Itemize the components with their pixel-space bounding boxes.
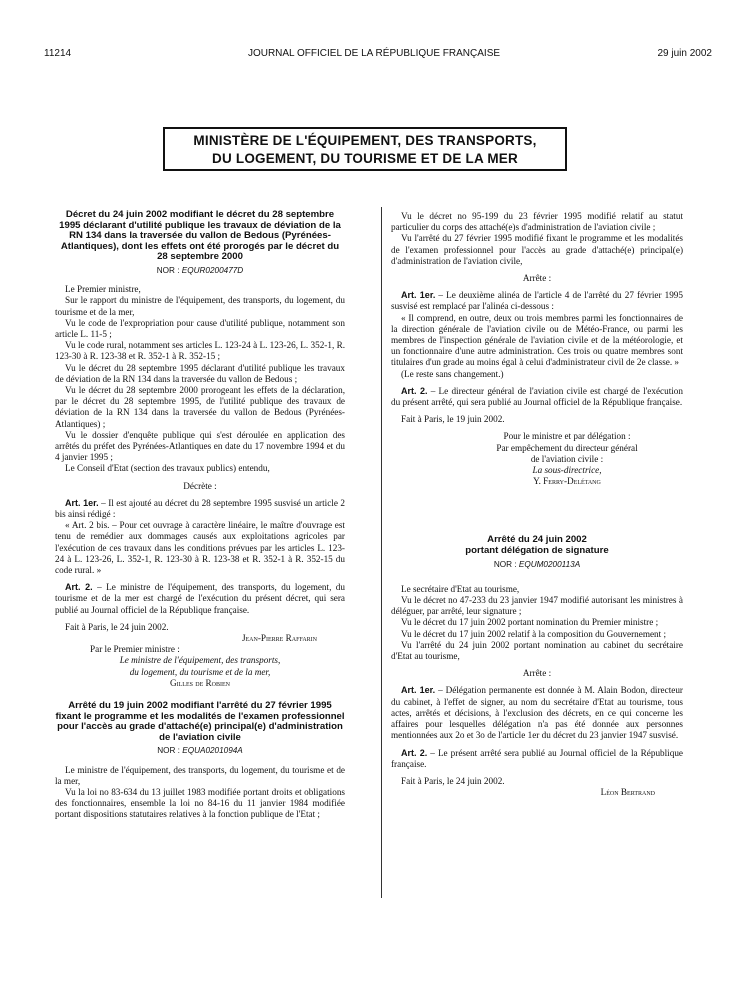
arrete2-art1-label: Art. 1er. — [401, 685, 436, 696]
issue-date: 29 juin 2002 — [657, 48, 712, 59]
journal-title: JOURNAL OFFICIEL DE LA RÉPUBLIQUE FRANÇAISE — [247, 48, 501, 59]
left-column — [55, 209, 345, 820]
arrete1-art2-label: Art. 2. — [401, 385, 428, 396]
arrete2-p3: Vu le décret du 17 juin 2002 portant nomination du Premier ministre ; — [401, 617, 659, 628]
arrete2-art2-text: – Le présent arrêté sera publié au Journal officiel de la République française. — [391, 747, 683, 769]
decree1-nor-code: EQUR0200477D — [181, 265, 244, 275]
arrete1-art1-text: – Le deuxième alinéa de l'article 4 de l'arrêté du 27 février 1995 susvisé est remplacé par l'alinéa ci-dessous : — [391, 290, 683, 312]
arrete2-arrete: Arrête : — [522, 668, 552, 679]
decree1-decrete: Décrète : — [183, 480, 217, 491]
arrete2-nor — [391, 559, 683, 570]
arrete1-sig5: Y. Ferry-Delétang — [533, 476, 601, 487]
arrete1-nor-code: EQUA0201094A — [182, 746, 243, 756]
decree1-art2-text: – Le ministre de l'équipement, des transports, du logement, du tourisme et de la mer est chargé de l'exécution du présent décret, qui sera publié au Journal officiel de la République française. — [55, 582, 345, 615]
decree1-art1-label: Art. 1er. — [65, 497, 99, 508]
arrete2-p2: Vu le décret no 47-233 du 23 janvier 1947 modifié autorisant les ministres à déléguer, par arrêté, leur signature ; — [391, 595, 683, 617]
arrete2-title-2: portant délégation de signature — [465, 545, 609, 557]
arrete1-art1 — [391, 290, 683, 312]
decree1-art2 — [55, 582, 345, 616]
decree1-art1-quote: « Art. 2 bis. – Pour cet ouvrage à caractère linéaire, le maître d'ouvrage est tenu de remédier aux dommages causés aux exploitations agricoles par l'exécution de ces travaux dans les conditions prévues par les articles L. 123-24 à L. 123-26, L. 352-1, R. 123-30 à R. 123-38 et R. 352-1 à R. 352-15 du code rural. » — [55, 520, 345, 576]
arrete1-sig2: Par empêchement du directeur général — [496, 442, 638, 453]
arrete1-art1-quote: « Il comprend, en outre, deux ou trois membres parmi les fonctionnaires de la direction générale de l'aviation civile ou de Météo-France, ou parmi les membres de l'inspection générale de l'aviation civile et de la météorologie, et un fonctionnaire d'une autre administration. Ces trois ou quatre membres sont titulaires d'un grade au moins égal à celui d'administrateur civil de 2e classe. » — [391, 312, 683, 368]
arrete1-nor-label: NOR : — [157, 746, 180, 756]
decree1-p5: Vu le décret du 28 septembre 1995 déclarant d'utilité publique les travaux de déviation de la RN 134 dans la traversée du vallon de Bedous ; — [55, 362, 345, 384]
decree1-p7: Vu le dossier d'enquête publique qui s'est déroulée en application des arrêtés du préfet des Pyrénées-Atlantiques en date du 17 novembre 1994 et du 4 janvier 1995 ; — [55, 429, 345, 463]
decree1-p8: Le Conseil d'Etat (section des travaux publics) entendu, — [65, 463, 270, 474]
arrete1-title: Arrêté du 19 juin 2002 modifiant l'arrêté du 27 février 1995 fixant le programme et les modalités de l'examen professionnel pour l'accès au grade d'attaché(e) principal(e) d'administration de l'aviation civile — [55, 700, 345, 743]
decree1-nor-label: NOR : — [156, 265, 180, 275]
arrete2-signatory: Léon Bertrand — [600, 787, 655, 798]
decree1-minister-name: Gilles de Robien — [169, 677, 231, 688]
decree1-art1-text: – Il est ajouté au décret du 28 septembre 1995 susvisé un article 2 bis ainsi rédigé : — [55, 497, 345, 520]
arrete1-art1-label: Art. 1er. — [401, 290, 436, 301]
decree1-p1: Le Premier ministre, — [65, 284, 141, 295]
decree1-p3: Vu le code de l'expropriation pour cause d'utilité publique, notamment son article L. 11-5 ; — [55, 317, 345, 339]
arrete2-p1: Le secrétaire d'Etat au tourisme, — [401, 583, 520, 594]
arrete1-p1: Le ministre de l'équipement, des transports, du logement, du tourisme et de la mer, — [55, 764, 345, 786]
right-column — [391, 211, 683, 798]
arrete2-p5: Vu l'arrêté du 24 juin 2002 portant nomination au cabinet du secrétaire d'Etat au tourisme, — [391, 639, 683, 662]
arrete1-p2: Vu la loi no 83-634 du 13 juillet 1983 modifiée portant droits et obligations des fonctionnaires, ensemble la loi no 84-16 du 11 janvier 1984 modifiée portant dispositions statutaires relatives à la fonction publique de l'Etat ; — [55, 787, 345, 820]
arrete2-title-1: Arrêté du 24 juin 2002 — [487, 534, 587, 546]
decree1-p2: Sur le rapport du ministre de l'équipement, des transports, du logement, du tourisme et de la mer, — [55, 295, 345, 317]
column-divider — [381, 207, 382, 898]
arrete1-p4: Vu l'arrêté du 27 février 1995 modifié fixant le programme et les modalités de l'examen professionnel pour l'accès au grade d'attaché(e) principal(e) d'administration de l'aviation civile, — [391, 233, 683, 266]
decree1-title: Décret du 24 juin 2002 modifiant le décret du 28 septembre 1995 déclarant d'utilité publique les travaux de déviation de la RN 134 dans la traversée du vallon de Bedous (Pyrénées-Atlantiques), dont les effets ont été prorogés par le décret du 28 septembre 2000 — [59, 209, 341, 263]
decree1-minister-title-2: du logement, du tourisme et de la mer, — [129, 666, 271, 677]
arrete1-sig4: La sous-directrice, — [532, 465, 602, 476]
arrete1-arrete: Arrête : — [522, 273, 552, 284]
page-number: 11214 — [44, 48, 72, 59]
arrete2-nor-label: NOR : — [493, 559, 517, 569]
arrete2-done: Fait à Paris, le 24 juin 2002. — [401, 775, 505, 786]
arrete1-done: Fait à Paris, le 19 juin 2002. — [401, 414, 505, 425]
decree1-done: Fait à Paris, le 24 juin 2002. — [65, 621, 169, 632]
decree1-signatory: Jean-Pierre Raffarin — [241, 633, 317, 644]
decree1-by-pm: Par le Premier ministre : — [90, 644, 180, 655]
arrete2-art2-label: Art. 2. — [401, 747, 428, 758]
arrete2-art2 — [391, 748, 683, 770]
arrete1-art2 — [391, 386, 683, 408]
decree1-minister-title-1: Le ministre de l'équipement, des transports, — [119, 655, 281, 666]
ministry-box — [163, 127, 567, 171]
arrete1-sig3: de l'aviation civile : — [530, 453, 604, 464]
decree1-p6: Vu le décret du 28 septembre 2000 prorogeant les effets de la déclaration, par le décret du 28 septembre 1995, de l'utilité publique des travaux de déviation de la RN 134 dans la traversée du vallon de Bedous (Pyrénées-Atlantiques) ; — [55, 385, 345, 429]
decree1-p4: Vu le code rural, notamment ses articles L. 123-24 à L. 123-26, L. 352-1, R. 123-30 à R. 123-38 et R. 352-1 à R. 352-15 ; — [55, 340, 345, 362]
ministry-line-2: DU LOGEMENT, DU TOURISME ET DE LA MER — [212, 151, 518, 166]
arrete1-art2-text: – Le directeur général de l'aviation civile est chargé de l'exécution du présent arrêté, qui sera publié au Journal officiel de la République française. — [391, 385, 683, 408]
arrete1-sig1: Pour le ministre et par délégation : — [503, 431, 631, 442]
decree1-art1 — [55, 498, 345, 520]
decree1-nor — [55, 265, 345, 276]
arrete1-rest: (Le reste sans changement.) — [401, 368, 504, 379]
decree1-art2-label: Art. 2. — [65, 582, 93, 593]
arrete1-nor — [55, 745, 345, 756]
arrete1-p3: Vu le décret no 95-199 du 23 février 1995 modifié relatif au statut particulier du corps des attaché(e)s d'administration de l'aviation civile ; — [391, 211, 683, 233]
arrete2-art1 — [391, 685, 683, 741]
arrete2-art1-text: – Délégation permanente est donnée à M. Alain Bodon, directeur du cabinet, à l'effet de signer, au nom du secrétaire d'Etat au tourisme, tous actes, arrêtés et décisions, à l'exclusion des décrets, en ce qui concerne les affaires pour lesquelles délégation n'a pas été donnée aux personnes mentionnées aux 2o et 3o de l'article 1er du décret du 23 janvier 1947 susvisé. — [391, 685, 683, 741]
ministry-line-1: MINISTÈRE DE L'ÉQUIPEMENT, DES TRANSPORTS, — [193, 133, 537, 148]
arrete2-p4: Vu le décret du 17 juin 2002 relatif à la composition du Gouvernement ; — [401, 628, 667, 639]
arrete2-nor-code: EQUM0200113A — [518, 559, 581, 569]
